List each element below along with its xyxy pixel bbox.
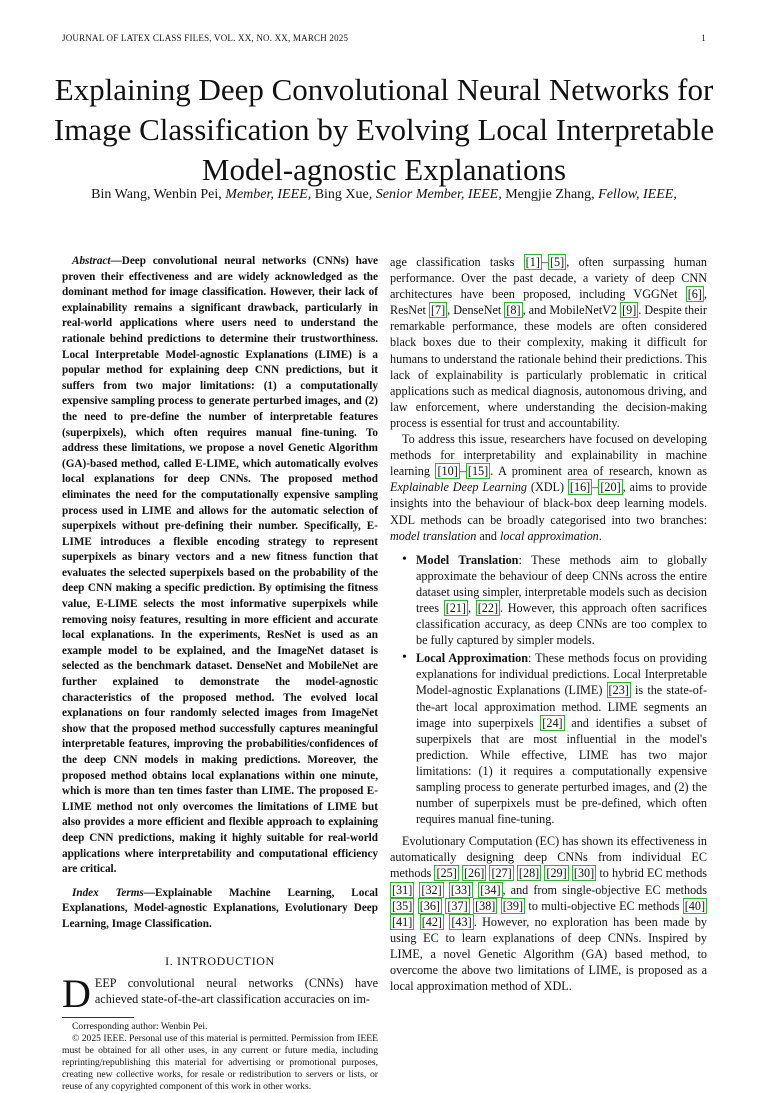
citation-link[interactable]: [15] bbox=[467, 464, 489, 479]
citation-link[interactable]: [26] bbox=[463, 866, 485, 881]
index-terms-text: —Explainable Machine Learning, Local Explanations, Model-agnostic Explanations, Evolutionary Deep Learning, Image Classification. bbox=[62, 886, 378, 930]
paragraph-1 bbox=[390, 254, 707, 431]
citation-link[interactable]: [5] bbox=[549, 255, 565, 269]
citation-link[interactable]: [27] bbox=[491, 866, 512, 881]
running-header bbox=[62, 33, 706, 43]
abstract-text: —Deep convolutional neural networks (CNNs) have proven their effectiveness and are widely acknowledged as the dominant method for image classification. However, their lack of explainability remains a significant drawback, particularly in real-world applications where users need to understand the rationale behind predictions to determine their trustworthiness. Local Interpretable Model-agnostic Explanations (LIME) is a popular method for explaining deep CNN predictions, but it suffers from two major limitations: (1) a computationally expensive sampling process to generate perturbed images, and (2) the need to pre-define the number of interpretable features (superpixels), which often requires manual fine-tuning. To address these limitations, we propose a novel Genetic Algorithm (GA)-based method, called E-LIME, which automatically evolves local explanations for deep CNNs. The proposed method eliminates the need for the computationally expensive sampling process used in LIME and allows for the automatic selection of superpixels without pre-defining their number. Specifically, E-LIME introduces a flexible encoding strategy to represent superpixels as binary vectors and a new fitness function that evaluates the selected superpixels based on the probability of the deep CNN making a specific prediction. By optimising the fitness value, E-LIME selects the most informative superpixels while removing noisy features, resulting in more efficient and accurate local explanations. In the experiments, ResNet is used as an example model to be explained, and the ImageNet dataset is selected as the benchmark dataset. DenseNet and MobileNet are further explained to demonstrate the model-agnostic characteristics of the proposed method. The evolved local explanations on four randomly selected images from ImageNet show that the proposed method successfully captures meaningful interpretable features, improving the probabilities/confidences of the deep CNN models in making predictions. Moreover, the proposed method obtains local explanations within one minute, which is more than ten times faster than LIME. The proposed E-LIME method not only overcomes the limitations of LIME but also provides a more efficient and flexible approach to explaining deep CNN predictions, making it highly suitable for real-world applications where interpretability and computational efficiency are critical. bbox=[62, 255, 378, 876]
author-line bbox=[40, 187, 728, 203]
text: and bbox=[476, 528, 501, 543]
text: (XDL) bbox=[527, 480, 568, 495]
text: : These methods aim to globally approximate the behaviour of deep CNNs across the entire dataset using simpler, interpretable models such as decision trees bbox=[416, 552, 707, 615]
text: , and MobileNetV2 bbox=[522, 303, 621, 318]
text: , bbox=[468, 600, 476, 615]
text: . bbox=[598, 528, 602, 543]
citation-link[interactable]: [32] bbox=[421, 882, 442, 897]
author-affiliation-1: Member, IEEE, bbox=[225, 187, 312, 202]
citation-link[interactable]: [24] bbox=[542, 715, 563, 730]
citation-link[interactable]: [20] bbox=[600, 480, 621, 495]
text: . However, no exploration has been made by using EC to learn explanations of deep CNNs. Inspired by LIME, a novel Genetic Algorithm (GA) based method, to overcome the above two limitations of LIME, is proposed as a local approximation method of XDL. bbox=[390, 914, 708, 994]
author-names-3: Mengjie Zhang, bbox=[505, 187, 595, 202]
emphasis: Explainable Deep Learning bbox=[390, 480, 528, 495]
text: , DenseNet bbox=[447, 303, 505, 318]
paragraph-2 bbox=[390, 431, 707, 544]
emphasis: local approximation bbox=[500, 528, 599, 543]
bullet-item-local-approximation bbox=[390, 650, 707, 827]
index-terms bbox=[62, 886, 378, 933]
text: and identifies a subset of superpixels that are most influential in the model's prediction. While effective, LIME has two major limitations: (1) it requires a computationally expensive sampling process to generate perturbed images, and (2) the number of superpixels must be pre-defined, which often requires manual fine-tuning. bbox=[416, 715, 707, 827]
bullet-item-model-translation bbox=[390, 552, 707, 649]
citation-link[interactable]: [33] bbox=[450, 882, 472, 897]
text: . A prominent area of research, known as bbox=[490, 464, 707, 479]
footnote-copyright: © 2025 IEEE. Personal use of this material is permitted. Permission from IEEE must be obtained for all other uses, in any current or future media, including reprinting/republishing this material for advertising or promotional purposes, creating new collective works, for resale or redistribution to servers or lists, or reuse of any copyrighted component of this work in other works. bbox=[62, 1033, 378, 1093]
citation-link[interactable]: [7] bbox=[430, 303, 446, 318]
text: is the state-of-the-art local approximation method. LIME segments an image into superpixels bbox=[416, 683, 707, 730]
text: . However, this approach often sacrifices classification accuracy, as deep CNNs are too complex to be fully captured by simpler models. bbox=[416, 600, 707, 648]
citation-link[interactable]: [6] bbox=[687, 287, 702, 302]
section-heading-introduction: I. INTRODUCTION bbox=[165, 953, 275, 968]
paragraph-3 bbox=[390, 833, 707, 994]
author-names-2: Bing Xue, bbox=[314, 187, 373, 202]
citation-link[interactable]: [36] bbox=[419, 898, 440, 913]
author-affiliation-2: Senior Member, IEEE, bbox=[375, 187, 502, 202]
text: , and from single-objective EC methods bbox=[502, 882, 708, 897]
index-terms-lead: Index Terms bbox=[72, 886, 144, 899]
citation-link[interactable]: [31] bbox=[392, 882, 413, 897]
citation-link[interactable]: [23] bbox=[608, 683, 629, 698]
journal-name: JOURNAL OF LATEX CLASS FILES, VOL. XX, NO. XX, MARCH 2025 bbox=[62, 33, 349, 43]
text: Evolutionary Computation (EC) has shown its effectiveness in automatically designing deep CNNs from individual EC methods bbox=[390, 834, 707, 881]
citation-link[interactable]: [29] bbox=[546, 866, 567, 881]
abstract bbox=[62, 254, 378, 878]
text: – bbox=[459, 464, 466, 479]
abstract-lead: Abstract bbox=[72, 255, 111, 267]
text: To address this issue, researchers have focused on developing methods for interpretability and explainability in machine learning bbox=[390, 432, 707, 479]
drop-cap: D bbox=[62, 971, 91, 1017]
bullet-heading: Model Translation bbox=[416, 552, 519, 567]
text: – bbox=[592, 480, 599, 495]
citation-link[interactable]: [30] bbox=[573, 866, 595, 881]
citation-link[interactable]: [34] bbox=[480, 882, 501, 897]
text: . Despite their remarkable performance, these models are often considered black boxes due to their complexity, making it difficult for humans to understand the rationale behind their predictions. This lack of explainability is particularly problematic in critical applications such as medical diagnosis, autonomous driving, and law enforcement, where understanding the decision-making process is essential for trust and accountability. bbox=[390, 303, 707, 430]
citation-link[interactable]: [28] bbox=[518, 866, 540, 881]
citation-link[interactable]: [42] bbox=[421, 914, 442, 929]
citation-link[interactable]: [8] bbox=[506, 303, 521, 318]
intro-paragraph bbox=[62, 971, 378, 1017]
emphasis: model translation bbox=[390, 528, 477, 543]
footnote-corresponding: Corresponding author: Wenbin Pei. bbox=[72, 1021, 208, 1033]
left-column bbox=[62, 254, 378, 1093]
citation-link[interactable]: [10] bbox=[437, 464, 458, 479]
citation-link[interactable]: [40] bbox=[684, 898, 706, 913]
author-affiliation-3: Fellow, IEEE, bbox=[598, 187, 677, 202]
bullet-list bbox=[390, 552, 707, 828]
citation-link[interactable]: [43] bbox=[451, 914, 472, 929]
citation-link[interactable]: [25] bbox=[436, 866, 457, 881]
citation-link[interactable]: [39] bbox=[502, 898, 524, 913]
text: , ResNet bbox=[390, 287, 707, 318]
paper-title: Explaining Deep Convolutional Neural Networks for Image Classification by Evolving Local Interpretable Model-agnostic Explanations bbox=[53, 72, 715, 187]
right-column bbox=[390, 254, 707, 994]
text: age classification tasks bbox=[390, 255, 524, 269]
text: – bbox=[541, 255, 548, 269]
bullet-heading: Local Approximation bbox=[416, 651, 529, 666]
text: to multi-objective EC methods bbox=[525, 898, 683, 913]
citation-link[interactable]: [1] bbox=[525, 255, 540, 269]
footnote-rule bbox=[62, 1017, 134, 1018]
bullet-icon: • bbox=[402, 551, 407, 567]
citation-link[interactable]: [9] bbox=[622, 303, 637, 318]
page-number: 1 bbox=[701, 33, 706, 43]
citation-link[interactable]: [35] bbox=[392, 898, 413, 913]
text: to hybrid EC methods bbox=[596, 866, 708, 881]
citation-link[interactable]: [37] bbox=[447, 898, 468, 913]
citation-link[interactable]: [38] bbox=[475, 898, 496, 913]
text: , often surpassing human performance. Over the past decade, a variety of deep CNN architectures have been proposed, including VGGNet bbox=[390, 255, 707, 302]
citation-link[interactable]: [21] bbox=[445, 600, 466, 615]
intro-text: EEP convolutional neural networks (CNNs) have achieved state-of-the-art classification accuracies on im- bbox=[94, 976, 378, 1007]
text: , aims to provide insights into the behaviour of black-box deep learning models. XDL methods can be broadly categorised into two branches: bbox=[390, 480, 707, 527]
citation-link[interactable]: [16] bbox=[569, 480, 591, 495]
citation-link[interactable]: [22] bbox=[477, 600, 499, 615]
text: : These methods focus on providing explanations for individual predictions. Local Interpretable Model-agnostic Explanations (LIME) bbox=[416, 651, 707, 698]
bullet-icon: • bbox=[402, 650, 407, 666]
citation-link[interactable]: [41] bbox=[392, 914, 413, 929]
author-names-1: Bin Wang, Wenbin Pei, bbox=[91, 187, 222, 202]
